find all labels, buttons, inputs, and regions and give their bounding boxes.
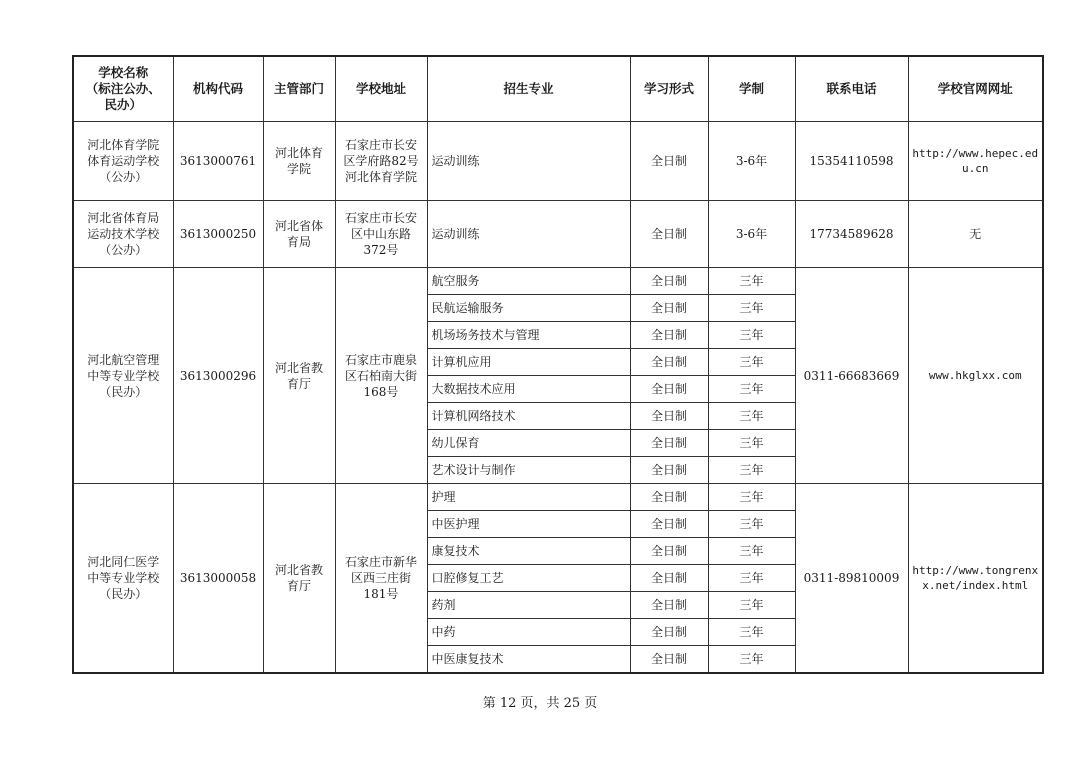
supervising-dept-text: 河北省教 育厅: [274, 360, 323, 391]
contact-phone-text: 15354110598: [809, 154, 894, 168]
study-duration: [708, 201, 795, 268]
school-website: [908, 484, 1043, 674]
contact-phone-text: 17734589628: [809, 227, 894, 241]
table-row: [73, 484, 1043, 511]
study-form: [630, 592, 708, 619]
supervising-dept: [263, 484, 335, 674]
major-name: [427, 592, 630, 619]
study-form: [630, 646, 708, 674]
study-duration-text: 三年: [739, 463, 764, 477]
school-name-text: 河北同仁医学 中等专业学校 （民办）: [87, 555, 160, 601]
major-name: [427, 376, 630, 403]
major-name-text: 中药: [431, 625, 456, 639]
study-form: [630, 295, 708, 322]
study-form-text: 全日制: [650, 436, 687, 450]
study-form: [630, 122, 708, 201]
supervising-dept: [263, 122, 335, 201]
major-name: [427, 430, 630, 457]
school-website: [908, 201, 1043, 268]
study-duration: [708, 565, 795, 592]
study-duration-text: 三年: [739, 571, 764, 585]
study-duration-text: 三年: [739, 274, 764, 288]
major-name-text: 航空服务: [431, 274, 480, 288]
study-form-text: 全日制: [650, 382, 687, 396]
study-duration: [708, 322, 795, 349]
major-name: [427, 511, 630, 538]
study-duration-text: 三年: [739, 382, 764, 396]
school-address-text: 石家庄市长安 区学府路82号 河北体育学院: [343, 138, 419, 184]
study-form-text: 全日制: [650, 227, 687, 241]
school-website: [908, 122, 1043, 201]
study-duration-text: 三年: [739, 625, 764, 639]
school-name-text: 河北航空管理 中等专业学校 （民办）: [87, 352, 160, 399]
major-name-text: 民航运输服务: [431, 301, 504, 315]
major-name: [427, 619, 630, 646]
study-duration-text: 三年: [739, 328, 764, 342]
school-address: [335, 268, 427, 484]
study-form: [630, 565, 708, 592]
major-name-text: 口腔修复工艺: [431, 571, 504, 585]
major-name: [427, 484, 630, 511]
major-name-text: 运动训练: [431, 227, 480, 241]
study-form-text: 全日制: [650, 274, 687, 288]
major-name-text: 艺术设计与制作: [431, 463, 516, 477]
major-name-text: 大数据技术应用: [431, 382, 516, 396]
study-duration-text: 三年: [739, 409, 764, 423]
supervising-dept-text: 河北体育 学院: [274, 146, 323, 176]
org-code: [173, 484, 263, 674]
study-form: [630, 484, 708, 511]
table-body: [73, 122, 1043, 674]
contact-phone: [795, 201, 908, 268]
study-duration: [708, 538, 795, 565]
school-name: [73, 268, 173, 484]
school-website-text: www.hkglxx.com: [928, 369, 1022, 382]
org-code: [173, 268, 263, 484]
table-row: [73, 122, 1043, 201]
study-form: [630, 201, 708, 268]
org-code: [173, 201, 263, 268]
header-study-form: 学习形式: [630, 56, 708, 122]
study-form: [630, 403, 708, 430]
supervising-dept: [263, 201, 335, 268]
study-duration-text: 3-6年: [735, 154, 768, 168]
study-form-text: 全日制: [650, 490, 687, 504]
study-duration-text: 三年: [739, 490, 764, 504]
contact-phone-text: 0311-66683669: [803, 368, 900, 383]
major-name-text: 中医护理: [431, 517, 480, 531]
major-name: [427, 122, 630, 201]
study-duration-text: 三年: [739, 598, 764, 612]
supervising-dept: [263, 268, 335, 484]
study-form-text: 全日制: [650, 328, 687, 342]
school-website: [908, 268, 1043, 484]
study-form-text: 全日制: [650, 544, 687, 558]
org-code-text: 3613000296: [179, 368, 257, 383]
study-form: [630, 376, 708, 403]
study-duration: [708, 592, 795, 619]
study-form-text: 全日制: [650, 301, 687, 315]
major-name: [427, 295, 630, 322]
header-org-code: 机构代码: [173, 56, 263, 122]
study-form: [630, 268, 708, 295]
school-website-text: http://www.hepec.edu.cn: [912, 147, 1039, 175]
school-address-text: 石家庄市新华 区西三庄街 181号: [344, 555, 417, 601]
header-phone: 联系电话: [795, 56, 908, 122]
major-name: [427, 457, 630, 484]
study-form-text: 全日制: [650, 409, 687, 423]
study-form-text: 全日制: [650, 355, 687, 369]
study-form: [630, 538, 708, 565]
major-name-text: 护理: [431, 490, 456, 504]
header-duration: 学制: [708, 56, 795, 122]
school-address: [335, 484, 427, 674]
page-number: 第 12 页，共 25 页: [482, 696, 598, 711]
study-form-text: 全日制: [650, 652, 687, 666]
study-form: [630, 430, 708, 457]
major-name-text: 机场场务技术与管理: [431, 328, 540, 342]
study-form-text: 全日制: [650, 598, 687, 612]
contact-phone-text: 0311-89810009: [803, 571, 900, 585]
study-duration: [708, 403, 795, 430]
school-name-text: 河北省体育局 运动技术学校 （公办）: [87, 211, 160, 257]
study-duration: [708, 646, 795, 674]
org-code-text: 3613000058: [179, 571, 257, 585]
study-duration: [708, 457, 795, 484]
study-form: [630, 457, 708, 484]
school-address: [335, 122, 427, 201]
major-name-text: 药剂: [431, 598, 456, 612]
org-code-text: 3613000250: [179, 227, 257, 241]
study-form-text: 全日制: [650, 571, 687, 585]
study-form: [630, 511, 708, 538]
table-header-row: [73, 56, 1043, 122]
school-name: [73, 484, 173, 674]
study-form-text: 全日制: [650, 625, 687, 639]
major-name: [427, 322, 630, 349]
study-form-text: 全日制: [650, 154, 687, 168]
study-duration-text: 三年: [739, 355, 764, 369]
table-row: [73, 268, 1043, 295]
major-name: [427, 201, 630, 268]
study-duration-text: 3-6年: [735, 227, 768, 241]
study-duration: [708, 511, 795, 538]
study-duration: [708, 376, 795, 403]
study-duration: [708, 295, 795, 322]
study-duration: [708, 619, 795, 646]
study-form-text: 全日制: [650, 463, 687, 477]
supervising-dept-text: 河北省教 育厅: [274, 563, 323, 593]
school-website-text: 无: [969, 227, 982, 241]
study-duration: [708, 484, 795, 511]
study-form: [630, 349, 708, 376]
major-name-text: 运动训练: [431, 154, 480, 168]
major-name: [427, 268, 630, 295]
header-website: 学校官网网址: [908, 56, 1043, 122]
contact-phone: [795, 268, 908, 484]
major-name-text: 中医康复技术: [431, 652, 504, 666]
school-enrollment-table: [72, 55, 1044, 674]
study-duration-text: 三年: [739, 436, 764, 450]
school-name: [73, 201, 173, 268]
study-duration: [708, 349, 795, 376]
major-name-text: 计算机网络技术: [431, 409, 516, 423]
org-code: [173, 122, 263, 201]
school-address: [335, 201, 427, 268]
school-name-text: 河北体育学院 体育运动学校 （公办）: [87, 138, 160, 184]
study-form-text: 全日制: [650, 517, 687, 531]
school-address-text: 石家庄市鹿泉 区石柏南大街 168号: [344, 352, 417, 399]
major-name: [427, 403, 630, 430]
study-duration-text: 三年: [739, 652, 764, 666]
study-duration: [708, 268, 795, 295]
contact-phone: [795, 484, 908, 674]
study-duration-text: 三年: [739, 301, 764, 315]
major-name-text: 幼儿保育: [431, 436, 480, 450]
header-dept: 主管部门: [263, 56, 335, 122]
header-school-name: 学校名称 （标注公办、 民办）: [73, 56, 173, 122]
header-majors: 招生专业: [427, 56, 630, 122]
contact-phone: [795, 122, 908, 201]
major-name: [427, 565, 630, 592]
table-row: [73, 201, 1043, 268]
study-duration-text: 三年: [739, 517, 764, 531]
org-code-text: 3613000761: [179, 154, 257, 168]
major-name: [427, 538, 630, 565]
major-name-text: 计算机应用: [431, 355, 492, 369]
study-duration-text: 三年: [739, 544, 764, 558]
study-form: [630, 322, 708, 349]
study-duration: [708, 430, 795, 457]
supervising-dept-text: 河北省体 育局: [274, 219, 323, 249]
study-duration: [708, 122, 795, 201]
school-name: [73, 122, 173, 201]
school-website-text: http://www.tongrenxx.net/index.html: [912, 564, 1039, 592]
major-name-text: 康复技术: [431, 544, 480, 558]
header-address: 学校地址: [335, 56, 427, 122]
school-address-text: 石家庄市长安 区中山东路 372号: [344, 211, 417, 257]
major-name: [427, 349, 630, 376]
major-name: [427, 646, 630, 674]
study-form: [630, 619, 708, 646]
